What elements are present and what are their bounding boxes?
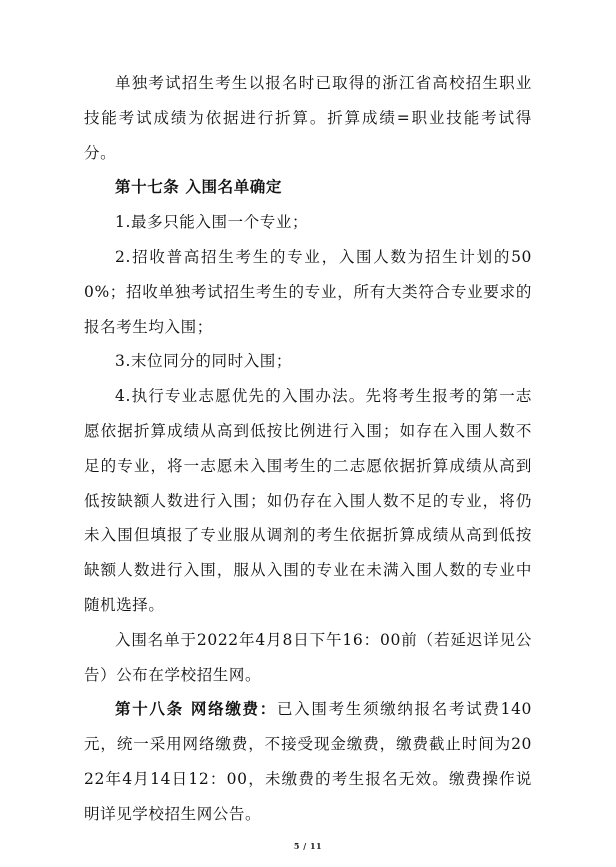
list-item-3: 3.末位同分的同时入围； [115,352,292,371]
list-item-4: 4.执行专业志愿优先的入围办法。先将考生报考的第一志愿依据折算成绩从高到低按比例进行入围；如存在入围人数不足的专业，将一志愿未入围考生的二志愿依据折算成绩从高到低按缺额人数进行入围；如仍存在入围人数不足的专业，将仍未入围但填报了专业服从调剂的考生依据折算成绩从高到低按缺额人数进行入围，服从入围的专业在未满入围人数的专业中随机选择。 [84,387,532,614]
document-body [84,66,532,832]
list-item-2: 2.招收普高招生考生的专业，入围人数为招生计划的500%；招收单独考试招生考生的专业，所有大类符合专业要求的报名考生均入围； [84,247,532,336]
article-18-body: 已入围考生须缴纳报名考试费140元，统一采用网络缴费，不接受现金缴费，缴费截止时间为2022年4月14日12：00，未缴费的考生报名无效。缴费操作说明详见学校招生网公告。 [84,700,532,823]
paragraph-announcement: 入围名单于2022年4月8日下午16：00前（若延迟详见公告）公布在学校招生网。 [84,630,532,684]
article-18-label: 第十八条 网络缴费： [115,699,277,719]
article-17-heading: 第十七条 入围名单确定 [115,177,282,197]
paragraph-score-conversion: 单独考试招生考生以报名时已取得的浙江省高校招生职业技能考试成绩为依据进行折算。折算成绩=职业技能考试得分。 [84,74,532,162]
page-number: 5 / 11 [293,841,323,851]
article-18-paragraph [84,692,532,831]
list-item-1: 1.最多只能入围一个专业； [115,213,309,232]
